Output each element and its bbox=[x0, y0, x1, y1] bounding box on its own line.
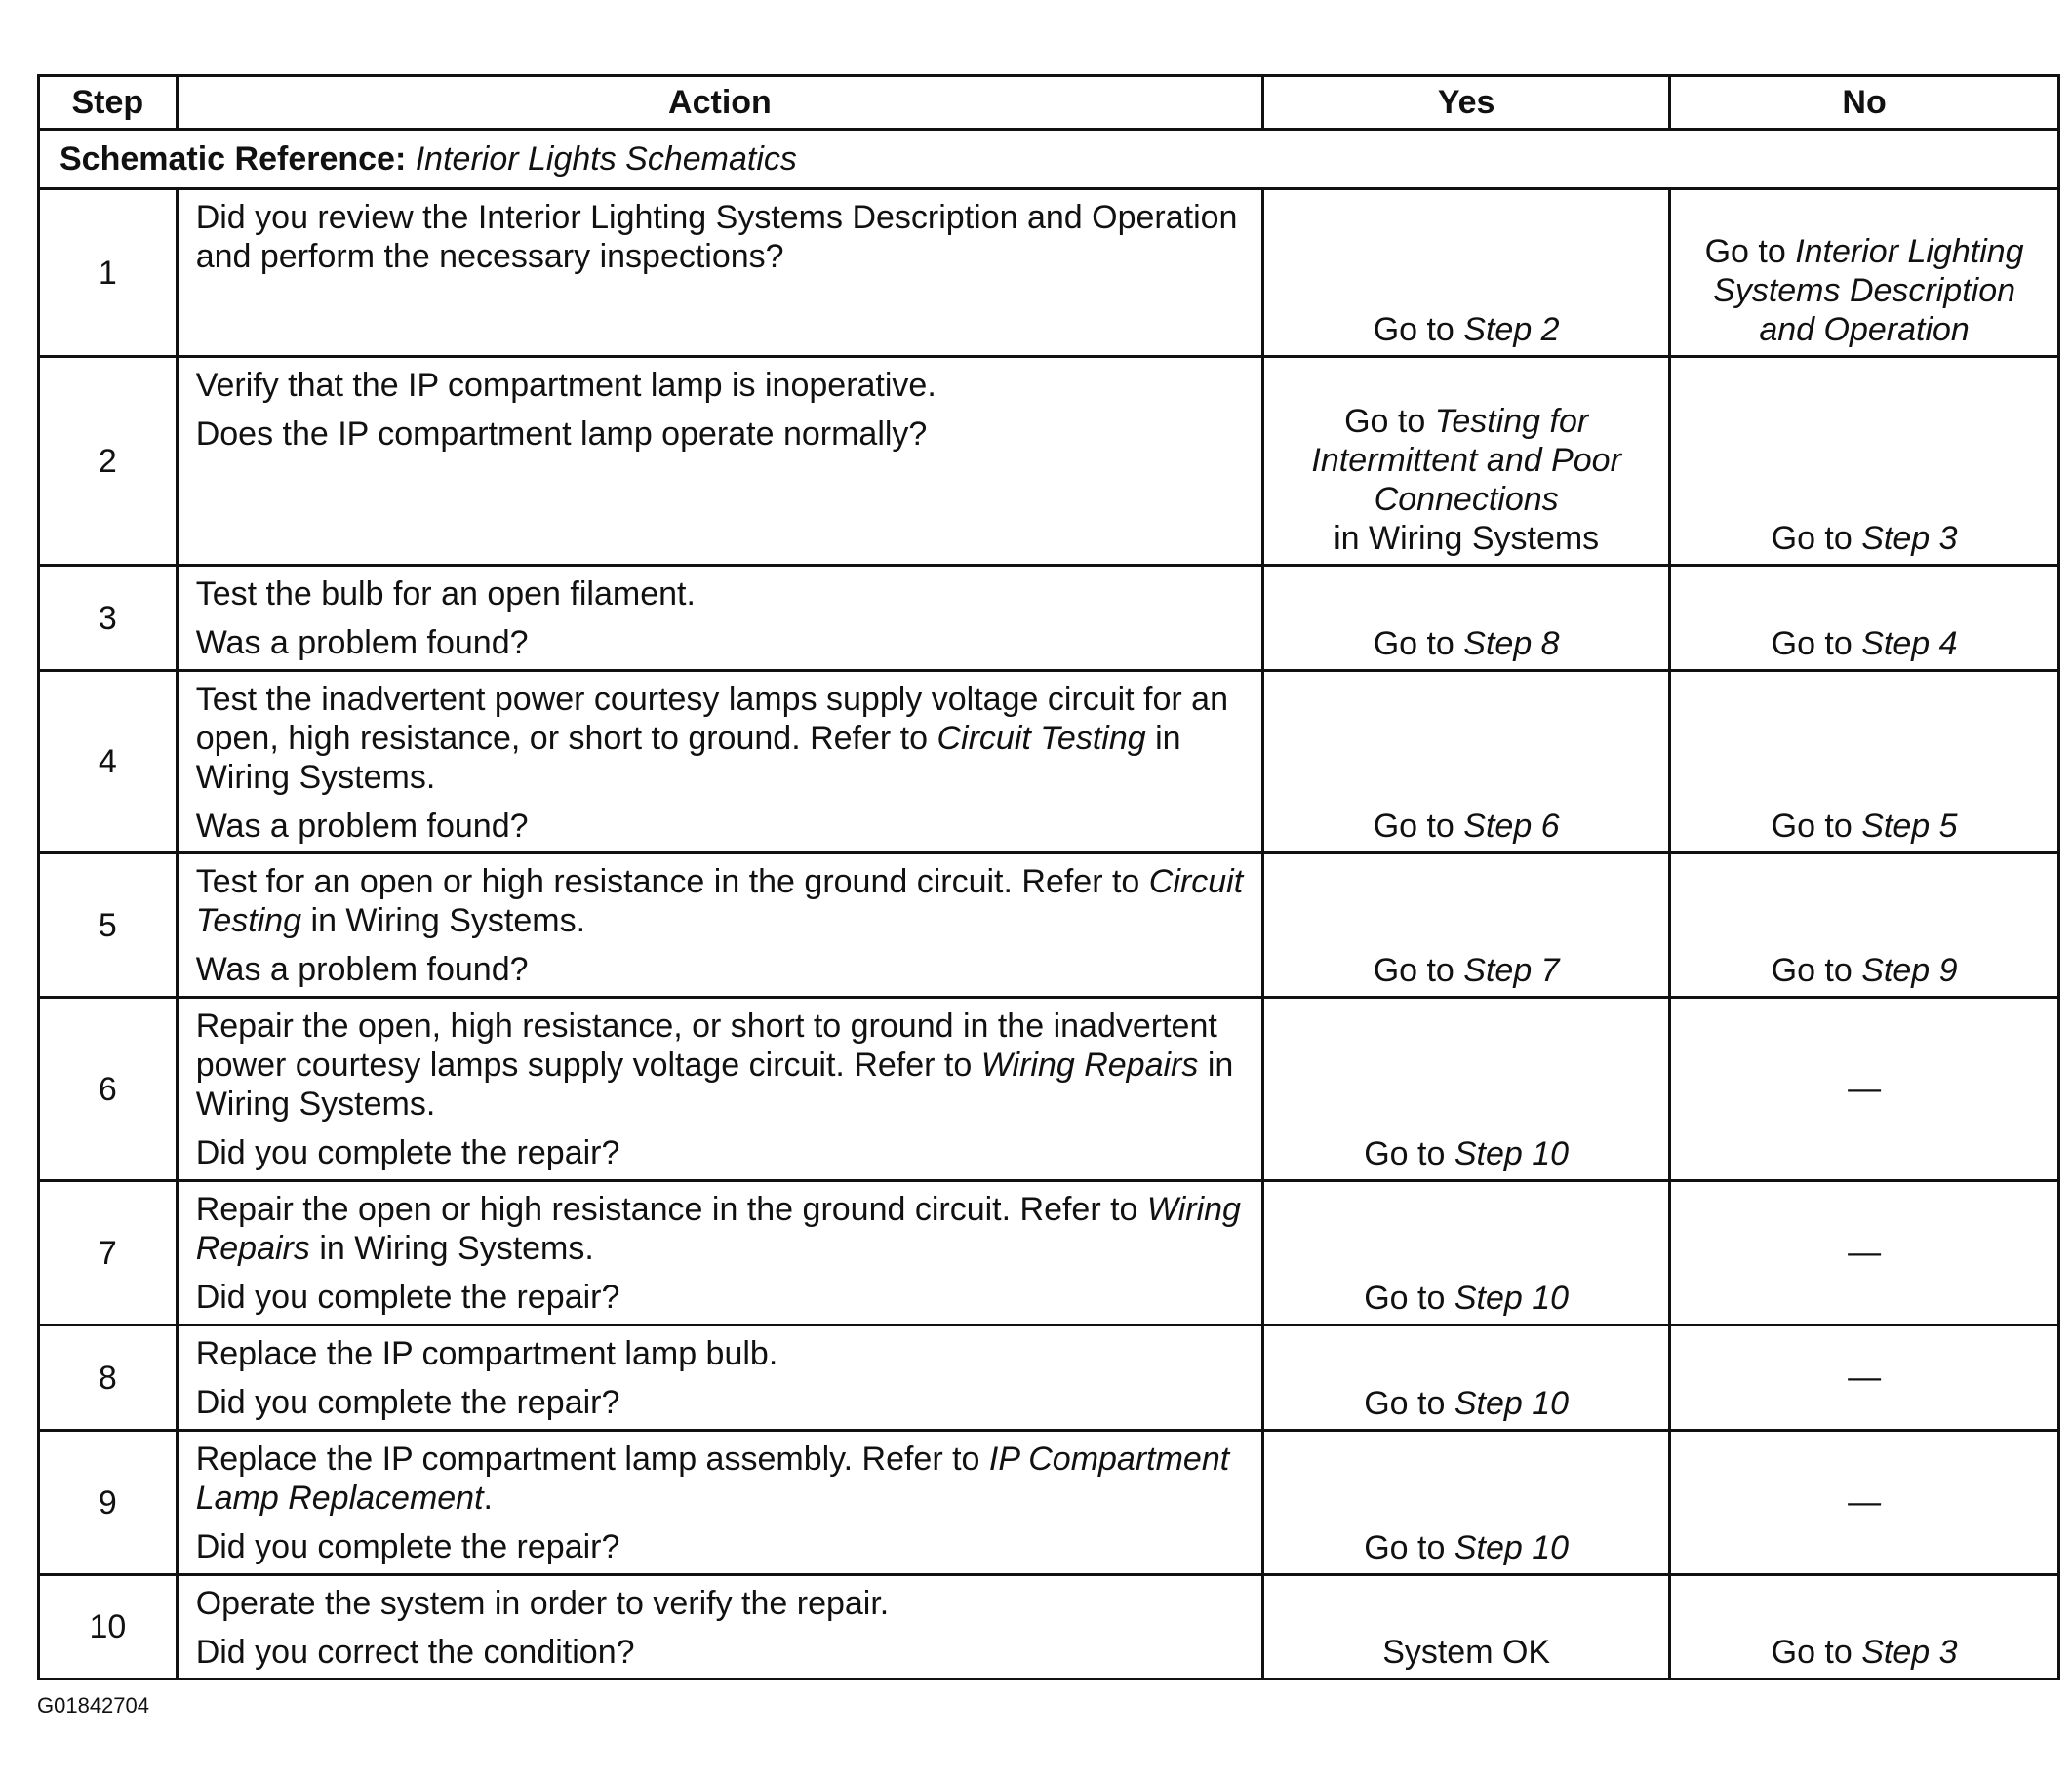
action-text-part: in Wiring Systems. bbox=[301, 902, 586, 939]
action-text: Replace the IP compartment lamp bulb. bbox=[195, 1335, 778, 1372]
action-cell bbox=[177, 566, 1262, 671]
yes-cell bbox=[1263, 1431, 1670, 1575]
yes-cell: System OK bbox=[1263, 1575, 1670, 1680]
no-cell bbox=[1670, 671, 2059, 853]
action-text-part: . bbox=[483, 1480, 493, 1517]
table-row bbox=[39, 357, 2059, 566]
action-text: Did you review the Interior Lighting Systems Description and Operation and perform the necessary inspections? bbox=[195, 199, 1238, 275]
no-link: Step 9 bbox=[1861, 952, 1958, 989]
no-prefix: Go to bbox=[1771, 625, 1862, 662]
step-number: 1 bbox=[39, 189, 178, 357]
action-text bbox=[196, 862, 1244, 940]
yes-cell bbox=[1263, 189, 1670, 357]
table-row bbox=[39, 671, 2059, 853]
no-prefix: Go to bbox=[1771, 1634, 1862, 1671]
diagnostic-table-container bbox=[37, 74, 2060, 1680]
no-link: Step 3 bbox=[1861, 1634, 1958, 1671]
action-link: IP Compartment Lamp Replacement bbox=[195, 1441, 1230, 1517]
table-row bbox=[39, 1431, 2059, 1575]
action-text-part: Replace the IP compartment lamp assembly. Refer to bbox=[195, 1441, 989, 1478]
action-text: Verify that the IP compartment lamp is inoperative. bbox=[195, 367, 936, 404]
step-number: 7 bbox=[39, 1181, 178, 1325]
action-question: Did you complete the repair? bbox=[195, 1528, 620, 1565]
yes-suffix: in Wiring Systems bbox=[1334, 520, 1600, 557]
action-question: Did you complete the repair? bbox=[195, 1384, 620, 1421]
no-cell bbox=[1670, 189, 2059, 357]
yes-cell bbox=[1263, 853, 1670, 998]
action-cell bbox=[177, 357, 1262, 566]
action-question: Did you complete the repair? bbox=[195, 1134, 620, 1171]
no-prefix: Go to bbox=[1771, 808, 1862, 845]
yes-cell bbox=[1263, 671, 1670, 853]
schematic-reference bbox=[39, 130, 2059, 189]
schematic-link: Interior Lights Schematics bbox=[415, 140, 797, 178]
action-cell bbox=[177, 189, 1262, 357]
action-text-part: Test for an open or high resistance in the ground circuit. Refer to bbox=[195, 863, 1149, 900]
step-number: 9 bbox=[39, 1431, 178, 1575]
yes-link: Step 6 bbox=[1463, 808, 1560, 845]
action-text: Test the bulb for an open filament. bbox=[195, 575, 696, 613]
yes-prefix: Go to bbox=[1373, 808, 1464, 845]
header-action: Action bbox=[177, 76, 1262, 130]
table-row bbox=[39, 189, 2059, 357]
yes-prefix: Go to bbox=[1344, 403, 1435, 440]
schematic-label: Schematic Reference: bbox=[60, 140, 407, 178]
table-row bbox=[39, 1575, 2059, 1680]
step-number: 10 bbox=[39, 1575, 178, 1680]
action-text-part: in Wiring Systems. bbox=[195, 720, 1181, 796]
action-cell bbox=[177, 671, 1262, 853]
yes-cell bbox=[1263, 998, 1670, 1181]
step-number: 8 bbox=[39, 1325, 178, 1431]
action-text bbox=[196, 1440, 1244, 1518]
yes-cell bbox=[1263, 566, 1670, 671]
yes-prefix: Go to bbox=[1364, 1385, 1454, 1422]
action-question: Was a problem found? bbox=[195, 808, 529, 845]
action-cell bbox=[177, 1325, 1262, 1431]
action-text bbox=[196, 680, 1244, 797]
action-text-part: Repair the open, high resistance, or short to ground in the inadvertent power courtesy lamps supply voltage circuit. Refer to bbox=[195, 1008, 1217, 1084]
yes-link: Step 2 bbox=[1463, 311, 1560, 348]
table-row bbox=[39, 998, 2059, 1181]
action-question: Did you correct the condition? bbox=[195, 1634, 635, 1671]
action-text bbox=[196, 1007, 1244, 1124]
no-prefix: Go to bbox=[1771, 952, 1862, 989]
yes-prefix: Go to bbox=[1373, 311, 1464, 348]
no-link: Step 5 bbox=[1861, 808, 1958, 845]
yes-cell bbox=[1263, 1325, 1670, 1431]
yes-link: Step 10 bbox=[1454, 1135, 1570, 1172]
yes-prefix: Go to bbox=[1364, 1280, 1454, 1317]
table-row bbox=[39, 1181, 2059, 1325]
action-cell bbox=[177, 1431, 1262, 1575]
no-prefix: Go to bbox=[1771, 520, 1862, 557]
step-number: 4 bbox=[39, 671, 178, 853]
action-question: Did you complete the repair? bbox=[195, 1279, 620, 1316]
step-number: 2 bbox=[39, 357, 178, 566]
yes-cell bbox=[1263, 357, 1670, 566]
header-no: No bbox=[1670, 76, 2059, 130]
diagnostic-table bbox=[37, 74, 2060, 1680]
action-question: Was a problem found? bbox=[195, 951, 529, 988]
schematic-row bbox=[39, 130, 2059, 189]
yes-cell bbox=[1263, 1181, 1670, 1325]
action-question: Does the IP compartment lamp operate normally? bbox=[195, 415, 928, 453]
table-row bbox=[39, 566, 2059, 671]
yes-prefix: Go to bbox=[1364, 1135, 1454, 1172]
no-link: Step 3 bbox=[1861, 520, 1958, 557]
yes-prefix: Go to bbox=[1373, 625, 1464, 662]
no-cell: — bbox=[1670, 1181, 2059, 1325]
action-link: Circuit Testing bbox=[936, 720, 1146, 757]
no-cell bbox=[1670, 1575, 2059, 1680]
action-text-part: in Wiring Systems. bbox=[195, 1047, 1234, 1123]
table-row bbox=[39, 853, 2059, 998]
figure-code: G01842704 bbox=[37, 1693, 149, 1718]
no-cell: — bbox=[1670, 1431, 2059, 1575]
action-cell bbox=[177, 853, 1262, 998]
action-text-part: Repair the open or high resistance in the ground circuit. Refer to bbox=[195, 1191, 1147, 1228]
action-link: Circuit Testing bbox=[195, 863, 1244, 939]
action-text-part: Test the inadvertent power courtesy lamps supply voltage circuit for an open, high resistance, or short to ground. Refer to bbox=[195, 681, 1229, 757]
no-cell: — bbox=[1670, 998, 2059, 1181]
yes-prefix: Go to bbox=[1373, 952, 1464, 989]
action-question: Was a problem found? bbox=[195, 624, 529, 661]
header-step: Step bbox=[39, 76, 178, 130]
action-text bbox=[196, 1190, 1244, 1268]
header-row bbox=[39, 76, 2059, 130]
action-cell bbox=[177, 998, 1262, 1181]
table-row bbox=[39, 1325, 2059, 1431]
step-number: 5 bbox=[39, 853, 178, 998]
step-number: 6 bbox=[39, 998, 178, 1181]
no-link: Step 4 bbox=[1861, 625, 1958, 662]
action-link: Wiring Repairs bbox=[980, 1047, 1199, 1084]
no-cell: — bbox=[1670, 1325, 2059, 1431]
step-number: 3 bbox=[39, 566, 178, 671]
yes-link: Step 10 bbox=[1454, 1385, 1570, 1422]
yes-link: Testing for Intermittent and Poor Connections bbox=[1311, 403, 1621, 518]
yes-link: Step 8 bbox=[1463, 625, 1560, 662]
action-text: Operate the system in order to verify the repair. bbox=[195, 1585, 890, 1622]
yes-link: Step 10 bbox=[1454, 1280, 1570, 1317]
yes-prefix: Go to bbox=[1364, 1529, 1454, 1566]
header-yes: Yes bbox=[1263, 76, 1670, 130]
no-cell bbox=[1670, 566, 2059, 671]
yes-link: Step 7 bbox=[1463, 952, 1560, 989]
action-link: Wiring Repairs bbox=[195, 1191, 1241, 1267]
yes-link: Step 10 bbox=[1454, 1529, 1570, 1566]
action-text-part: in Wiring Systems. bbox=[309, 1230, 594, 1267]
no-prefix: Go to bbox=[1704, 233, 1796, 270]
no-cell bbox=[1670, 853, 2059, 998]
no-cell bbox=[1670, 357, 2059, 566]
action-cell bbox=[177, 1181, 1262, 1325]
action-cell bbox=[177, 1575, 1262, 1680]
no-link: Interior Lighting Systems Description and Operation bbox=[1713, 233, 2024, 348]
